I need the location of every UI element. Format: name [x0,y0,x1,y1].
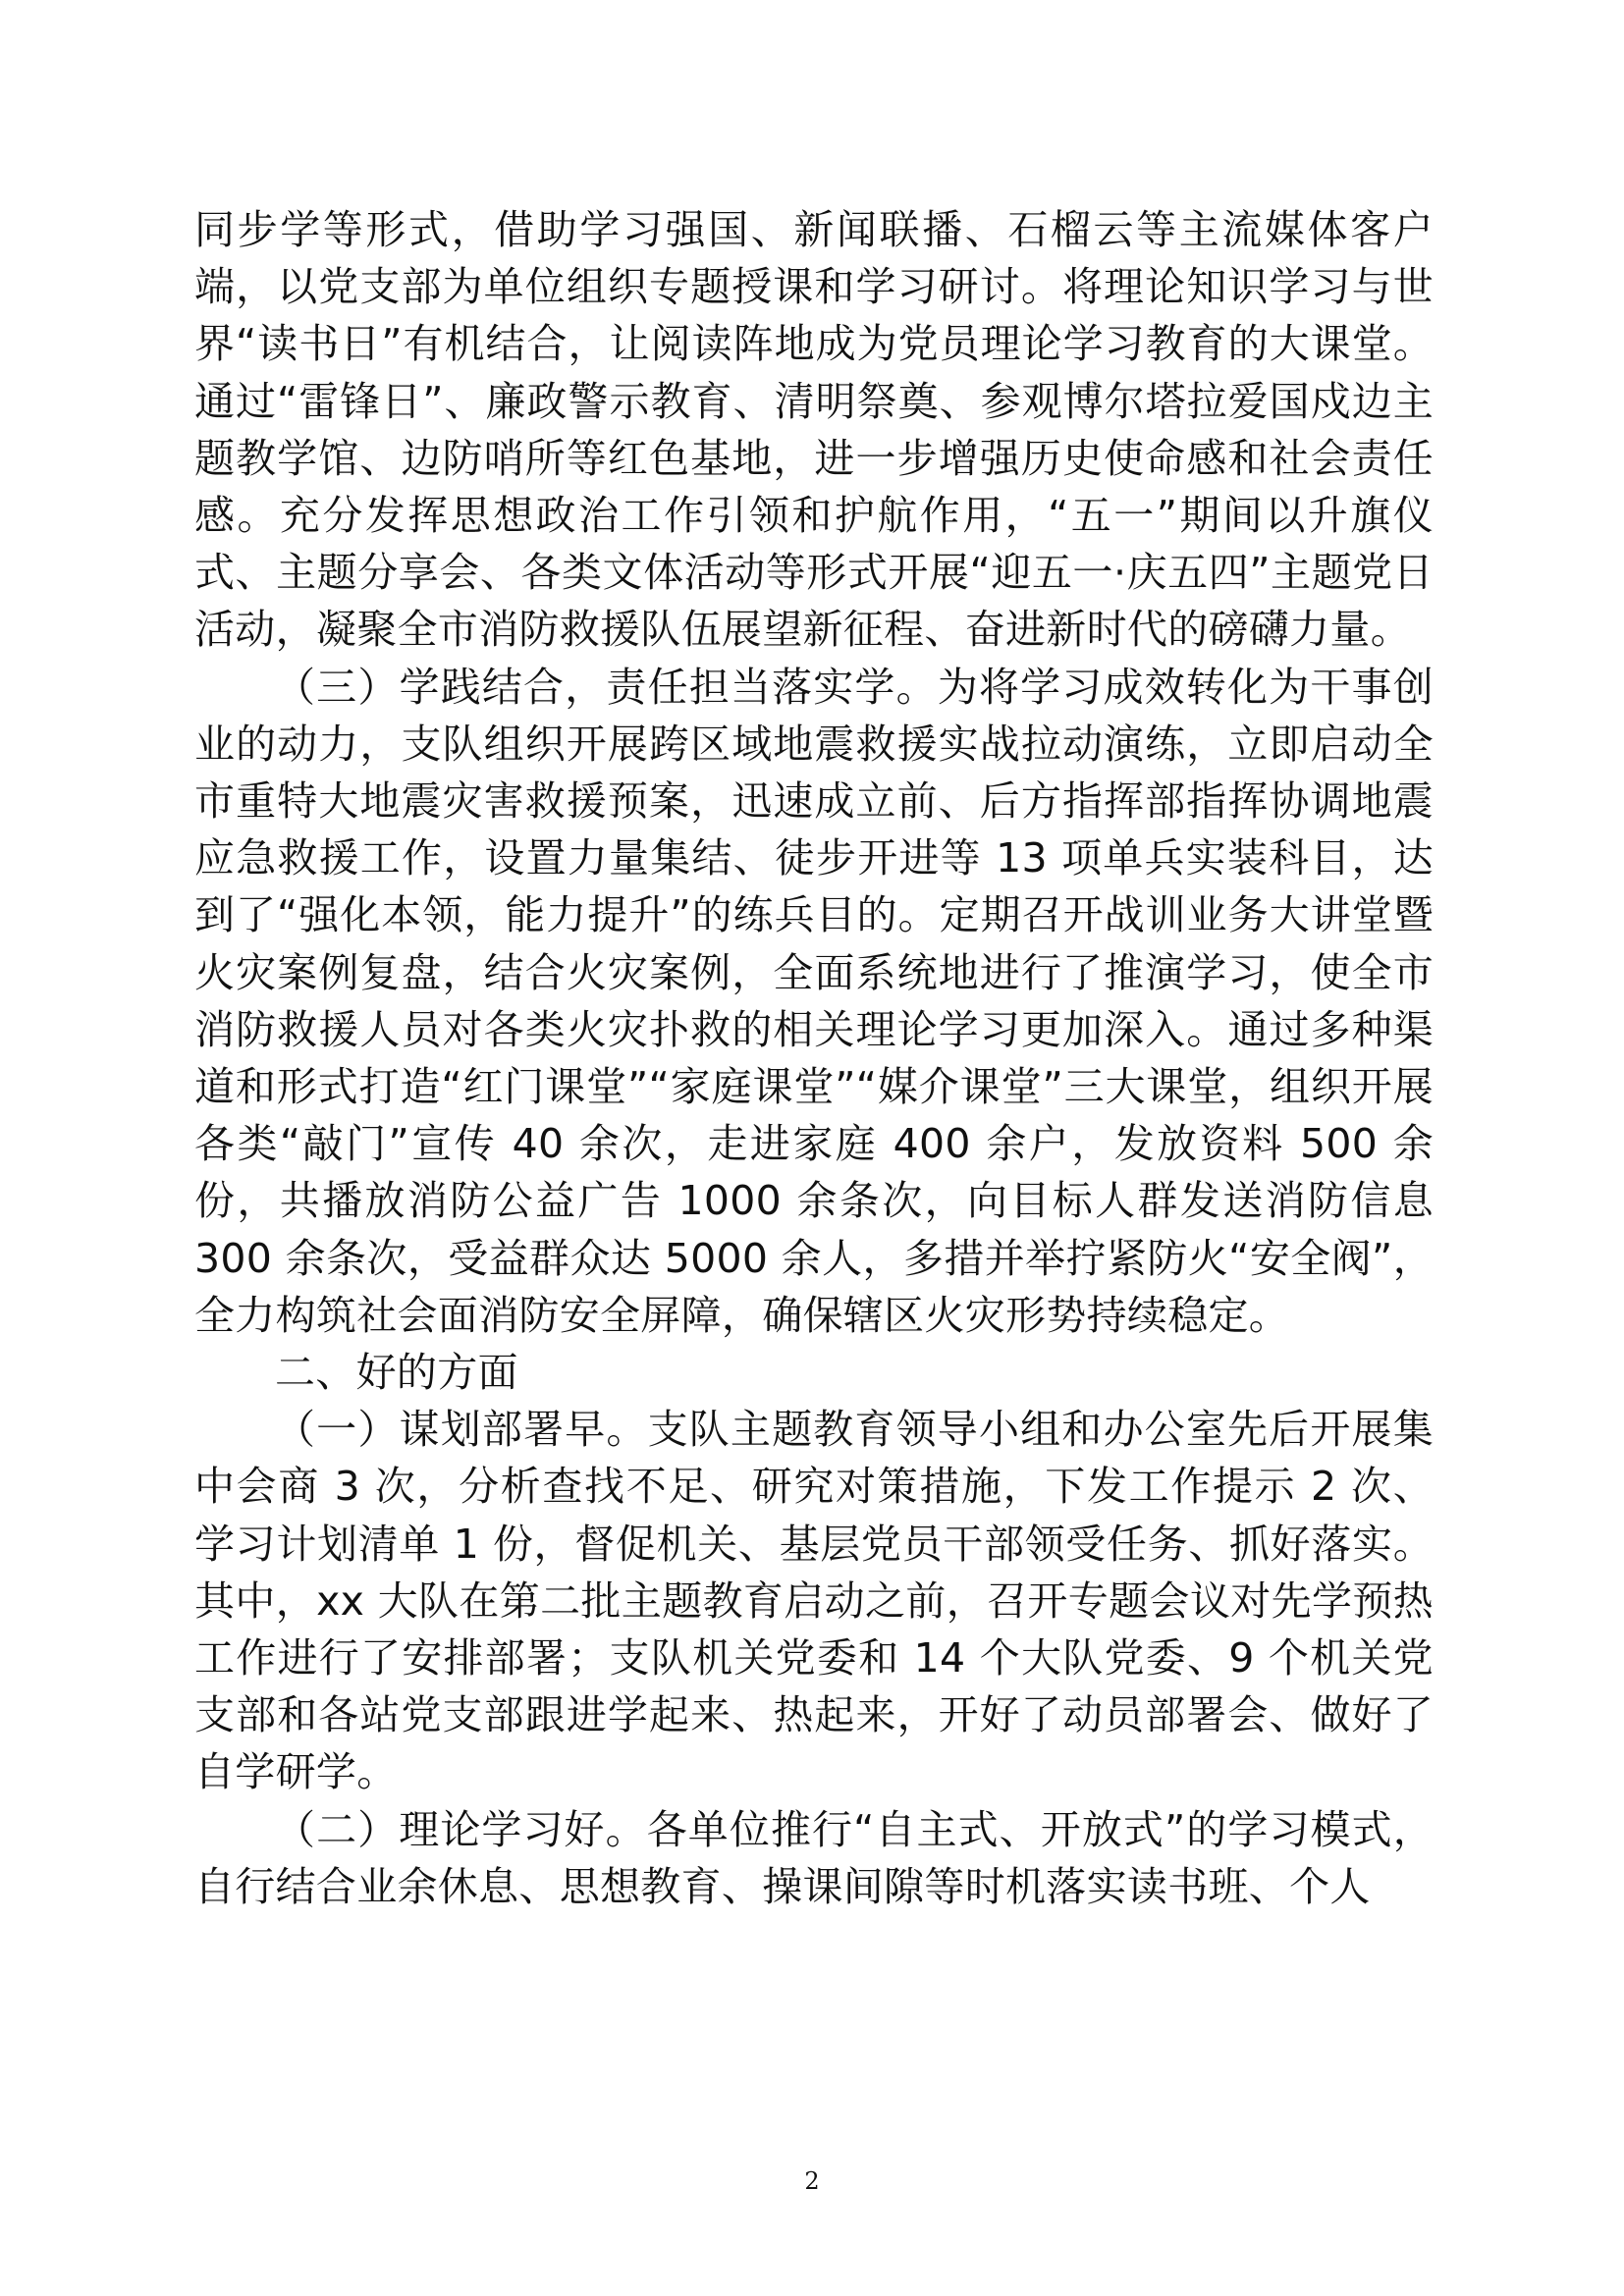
document-body [194,201,1434,1915]
page-number: 2 [804,2167,820,2195]
paragraph-theory-study: （二）理论学习好。各单位推行“自主式、开放式”的学习模式，自行结合业余休息、思想教育、操课间隙等时机落实读书班、个人 [194,1805,1434,1910]
paragraph-early-planning: （一）谋划部署早。支队主题教育领导小组和办公室先后开展集中会商 3 次，分析查找不足、研究对策措施，下发工作提示 2 次、学习计划清单 1 份，督促机关、基层党员干部领受任务、抓好落实。其中，xx 大队在第二批主题教育启动之前，召开专题会议对先学预热工作进行了安排部署；支队机关党委和 14 个大队党委、9 个机关党支部和各站党支部跟进学起来、热起来，开好了动员部署会、做好了自学研学。 [194,1406,1434,1796]
paragraph-practice-combined: （三）学践结合，责任担当落实学。为将学习成效转化为干事创业的动力，支队组织开展跨区域地震救援实战拉动演练，立即启动全市重特大地震灾害救援预案，迅速成立前、后方指挥部指挥协调地震应急救援工作，设置力量集结、徒步开进等 13 项单兵实装科目，达到了“强化本领，能力提升”的练兵目的。定期召开战训业务大讲堂暨火灾案例复盘，结合火灾案例，全面系统地进行了推演学习，使全市消防救援人员对各类火灾扑救的相关理论学习更加深入。通过多种渠道和形式打造“红门课堂”“家庭课堂”“媒介课堂”三大课堂，组织开展各类“敲门”宣传 40 余次，走进家庭 400 余户，发放资料 500 余份，共播放消防公益广告 1000 余条次，向目标人群发送消防信息 300 余条次，受益群众达 5000 余人，多措并举拧紧防火“安全阀”，全力构筑社会面消防安全屏障，确保辖区火灾形势持续稳定。 [194,663,1434,1339]
section-heading-good-aspects: 二、好的方面 [275,1349,518,1397]
paragraph-study-forms: 同步学等形式，借助学习强国、新闻联播、石榴云等主流媒体客户端，以党支部为单位组织专题授课和学习研讨。将理论知识学习与世界“读书日”有机结合，让阅读阵地成为党员理论学习教育的大课堂。通过“雷锋日”、廉政警示教育、清明祭奠、参观博尔塔拉爱国戍边主题教学馆、边防哨所等红色基地，进一步增强历史使命感和社会责任感。充分发挥思想政治工作引领和护航作用，“五一”期间以升旗仪式、主题分享会、各类文体活动等形式开展“迎五一·庆五四”主题党日活动，凝聚全市消防救援队伍展望新征程、奋进新时代的磅礴力量。 [194,206,1434,654]
